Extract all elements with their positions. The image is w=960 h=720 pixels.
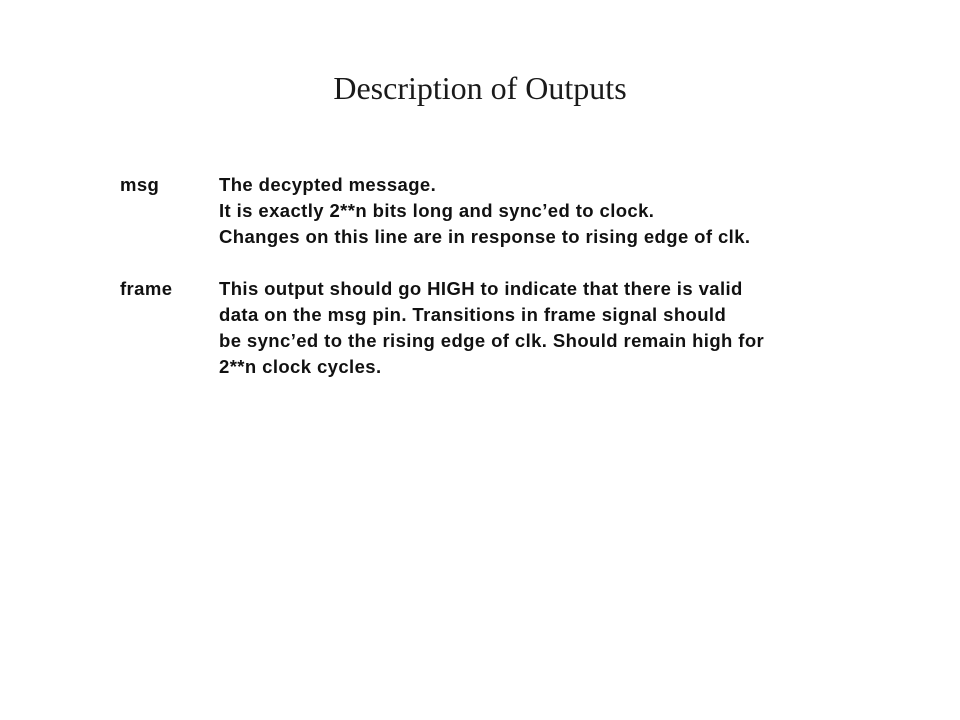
description-line: 2**n clock cycles. (219, 356, 382, 377)
description-line: be sync’ed to the rising edge of clk. Should remain high for (219, 330, 765, 351)
term-msg: msg (120, 174, 160, 195)
description-line: This output should go HIGH to indicate that there is valid (219, 278, 743, 299)
output-definitions (120, 172, 940, 406)
description-msg (219, 172, 940, 250)
definition-frame (120, 276, 940, 380)
definition-msg (120, 172, 940, 250)
description-line: Changes on this line are in response to rising edge of clk. (219, 226, 751, 247)
slide-title: Description of Outputs (333, 70, 627, 106)
description-frame (219, 276, 940, 380)
description-line: The decypted message. (219, 174, 437, 195)
term-frame: frame (120, 278, 173, 299)
description-line: data on the msg pin. Transitions in frame signal should (219, 304, 727, 325)
description-line: It is exactly 2**n bits long and sync’ed to clock. (219, 200, 655, 221)
